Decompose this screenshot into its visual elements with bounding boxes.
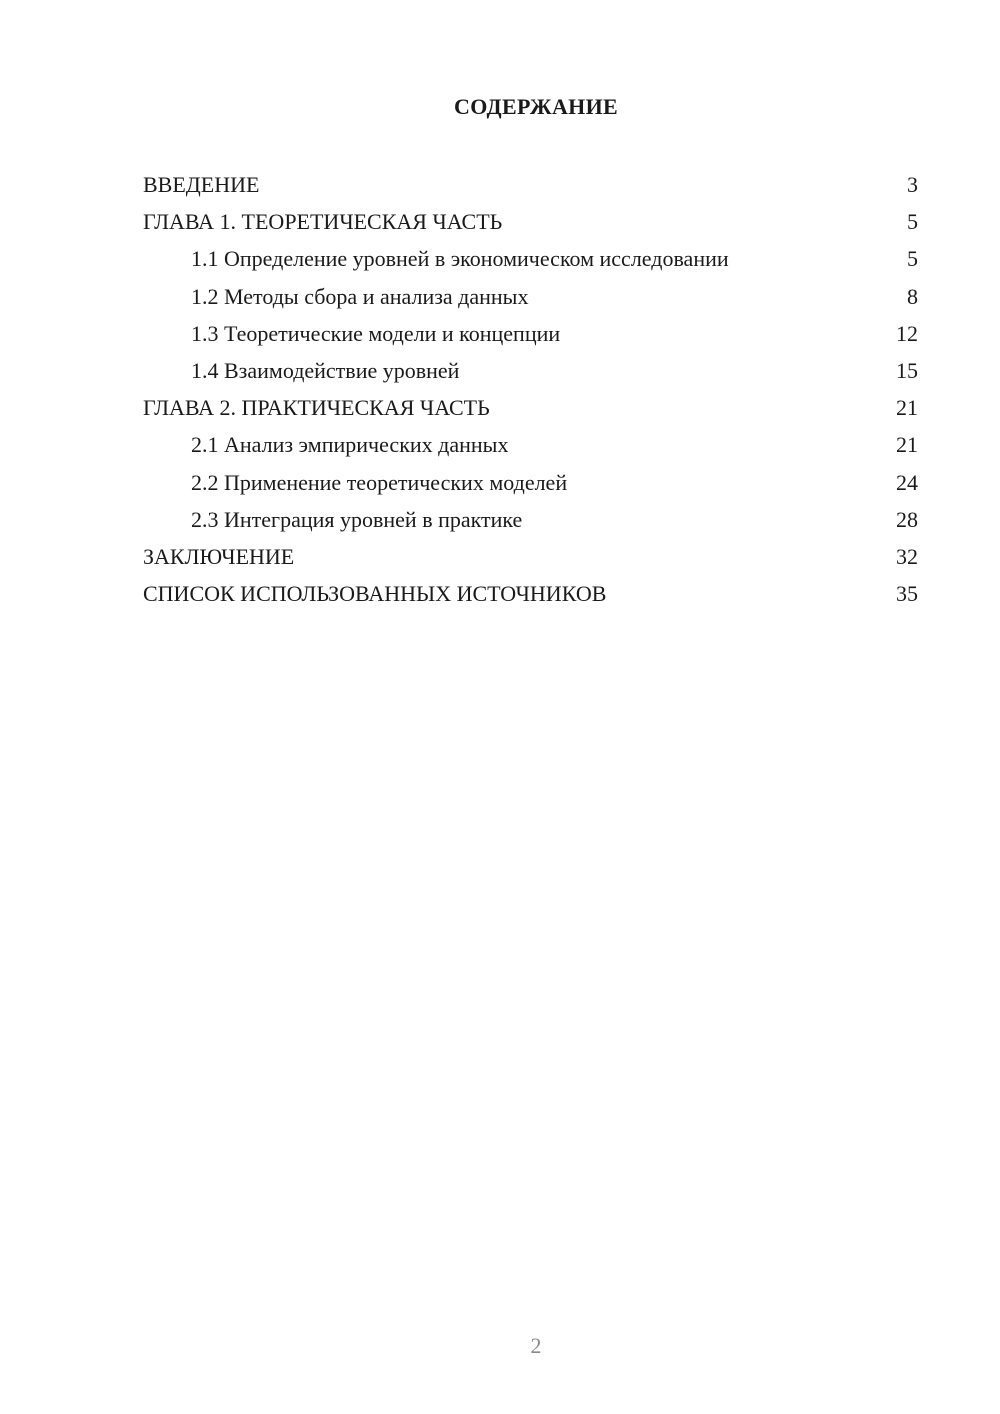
toc-entry <box>143 166 918 203</box>
toc-entry-text: СПИСОК ИСПОЛЬЗОВАННЫХ ИСТОЧНИКОВ <box>143 581 607 607</box>
toc-entry-text: 1.4 Взаимодействие уровней <box>191 357 460 383</box>
toc-entry <box>143 315 918 352</box>
toc-entry <box>143 203 918 240</box>
toc-entry-page: 21 <box>896 432 918 458</box>
toc-entry-page: 5 <box>907 246 918 272</box>
page-title: СОДЕРЖАНИЕ <box>454 94 618 119</box>
toc-entry-text: ВВЕДЕНИЕ <box>143 172 260 197</box>
toc-entry-page: 3 <box>907 172 918 197</box>
toc-entry-text: ГЛАВА 2. ПРАКТИЧЕСКАЯ ЧАСТЬ <box>143 395 490 421</box>
toc-entry-text: ГЛАВА 1. ТЕОРЕТИЧЕСКАЯ ЧАСТЬ <box>143 209 503 235</box>
toc-entry <box>143 464 918 501</box>
toc-entry-page: 12 <box>896 320 918 346</box>
toc-entry-page: 8 <box>907 283 918 309</box>
toc-entry <box>143 501 918 538</box>
toc-entry-text: ЗАКЛЮЧЕНИЕ <box>143 543 295 569</box>
toc-entry-page: 35 <box>896 581 918 607</box>
toc-entry <box>143 389 918 426</box>
toc-entry-text: 2.1 Анализ эмпирических данных <box>191 432 509 458</box>
toc-entry <box>143 352 918 389</box>
toc-entry <box>143 278 918 315</box>
toc-entry <box>143 426 918 463</box>
toc-entry-text: 1.2 Методы сбора и анализа данных <box>191 283 529 309</box>
toc-entry-page: 5 <box>907 209 918 235</box>
table-of-contents <box>143 166 918 612</box>
toc-entry-page: 28 <box>896 506 918 532</box>
toc-entry-page: 15 <box>896 357 918 383</box>
toc-entry-text: 2.2 Применение теоретических моделей <box>191 469 568 495</box>
page-number: 2 <box>530 1333 542 1358</box>
toc-entry <box>143 538 918 575</box>
toc-entry <box>143 240 918 277</box>
toc-entry-page: 21 <box>896 395 918 421</box>
toc-entry-text: 1.1 Определение уровней в экономическом исследовании <box>191 246 729 272</box>
toc-entry-page: 32 <box>896 543 918 569</box>
toc-entry-page: 24 <box>896 469 918 495</box>
toc-entry <box>143 575 918 612</box>
toc-entry-text: 2.3 Интеграция уровней в практике <box>191 506 523 532</box>
toc-entry-text: 1.3 Теоретические модели и концепции <box>191 320 561 346</box>
